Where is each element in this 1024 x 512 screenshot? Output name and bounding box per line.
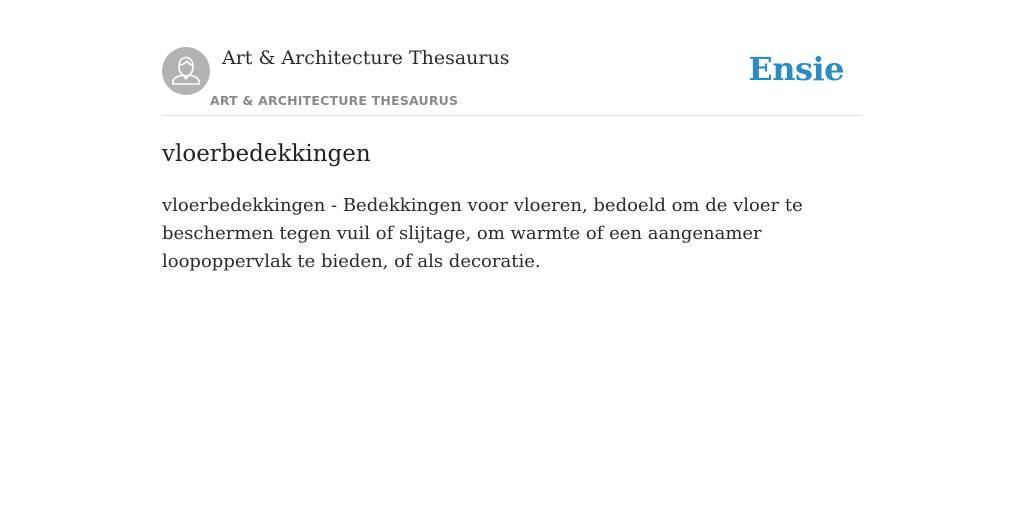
source-header bbox=[162, 0, 862, 116]
term-definition: vloerbedekkingen - Bedekkingen voor vloeren, bedoeld om de vloer te beschermen tegen vuil of slijtage, om warmte of een aangenamer loopoppervlak te bieden, of als decoratie. bbox=[162, 195, 803, 272]
source-subtitle[interactable]: ART & ARCHITECTURE THESAURUS bbox=[210, 93, 459, 108]
source-avatar[interactable] bbox=[162, 47, 210, 95]
ensie-logo[interactable]: Ensie bbox=[748, 50, 844, 88]
source-name-link[interactable]: Art & Architecture Thesaurus bbox=[222, 47, 510, 69]
entry-card bbox=[162, 0, 862, 512]
user-silhouette-icon bbox=[162, 47, 210, 95]
term-title: vloerbedekkingen bbox=[162, 141, 371, 167]
